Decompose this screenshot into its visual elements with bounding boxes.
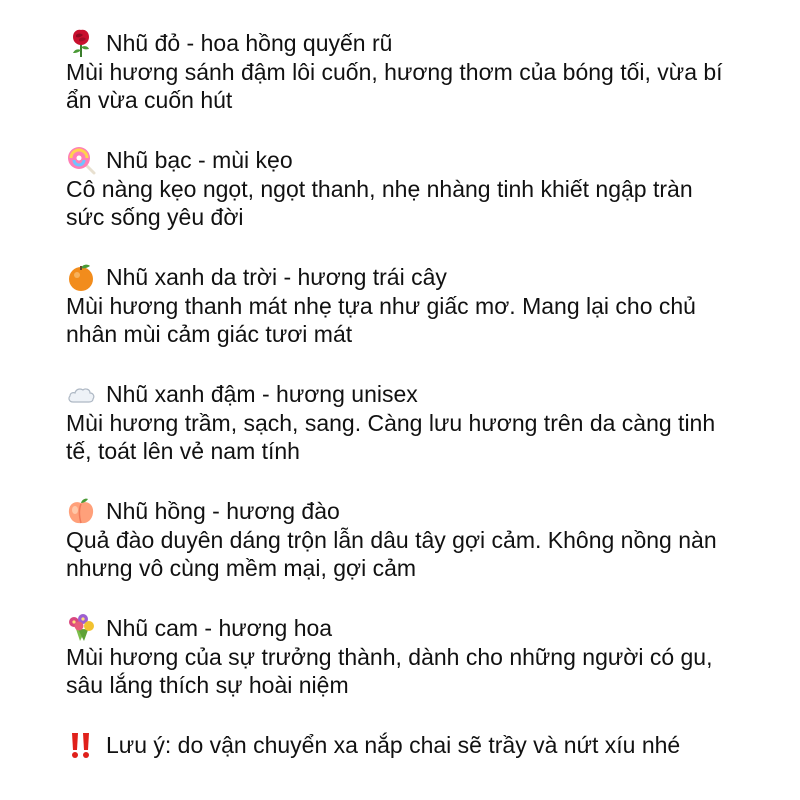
lollipop-icon xyxy=(66,145,96,175)
list-item xyxy=(66,145,786,231)
item-title: Nhũ đỏ - hoa hồng quyến rũ xyxy=(106,30,393,56)
item-description: Cô nàng kẹo ngọt, ngọt thanh, nhẹ nhàng tinh khiết ngập tràn sức sống yêu đời xyxy=(66,176,693,230)
item-description: Mùi hương thanh mát nhẹ tựa như giấc mơ. Mang lại cho chủ nhân mùi cảm giác tươi mát xyxy=(66,293,696,347)
item-description: Mùi hương trầm, sạch, sang. Càng lưu hương trên da càng tinh tế, toát lên vẻ nam tính xyxy=(66,410,716,464)
item-description: Mùi hương của sự trưởng thành, dành cho những người có gu, sâu lắng thích sự hoài niệm xyxy=(66,644,713,698)
item-title-row xyxy=(66,145,786,175)
item-title: Nhũ xanh đậm - hương unisex xyxy=(106,381,418,407)
list-item xyxy=(66,379,786,465)
shipping-note xyxy=(66,730,786,760)
item-title-row xyxy=(66,613,786,643)
list-item xyxy=(66,28,786,114)
item-title-row xyxy=(66,262,786,292)
rose-icon xyxy=(66,28,96,58)
orange-icon xyxy=(66,262,96,292)
list-item xyxy=(66,613,786,699)
item-title: Nhũ cam - hương hoa xyxy=(106,615,333,641)
list-item xyxy=(66,496,786,582)
item-description: Mùi hương sánh đậm lôi cuốn, hương thơm của bóng tối, vừa bí ẩn vừa cuốn hút xyxy=(66,59,723,113)
item-title: Nhũ hồng - hương đào xyxy=(106,498,340,524)
peach-icon xyxy=(66,496,96,526)
cloud-icon xyxy=(66,379,96,409)
item-title-row xyxy=(66,379,786,409)
item-title-row xyxy=(66,496,786,526)
item-title: Nhũ xanh da trời - hương trái cây xyxy=(106,264,447,290)
bouquet-icon xyxy=(66,613,96,643)
double-exclamation-icon xyxy=(66,730,96,760)
item-description: Quả đào duyên dáng trộn lẫn dâu tây gợi cảm. Không nồng nàn nhưng vô cùng mềm mại, gợi cảm xyxy=(66,527,717,581)
list-item xyxy=(66,262,786,348)
note-text: Lưu ý: do vận chuyển xa nắp chai sẽ trầy và nứt xíu nhé xyxy=(106,732,681,758)
item-title: Nhũ bạc - mùi kẹo xyxy=(106,147,293,173)
item-title-row xyxy=(66,28,786,58)
product-description xyxy=(66,28,786,760)
